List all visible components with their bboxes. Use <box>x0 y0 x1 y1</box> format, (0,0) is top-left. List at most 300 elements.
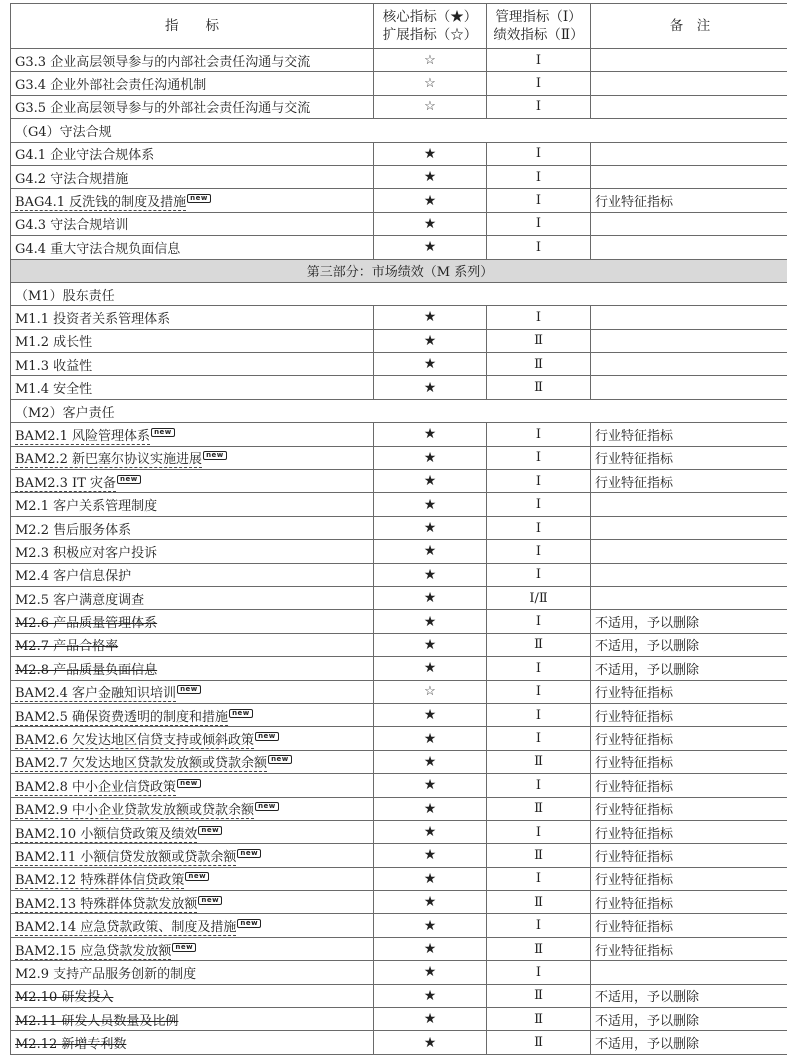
section-group-title: （G4）守法合规 <box>11 119 787 142</box>
core-star-icon <box>374 984 487 1007</box>
indicator-name-cell <box>11 516 374 539</box>
indicator-type-cell: Ⅰ <box>487 867 591 890</box>
remark-cell: 不适用，予以删除 <box>591 1008 787 1031</box>
table-row <box>11 914 787 937</box>
indicator-name-cell <box>11 680 374 703</box>
header-performance-label: 绩效指标（Ⅱ） <box>493 27 584 43</box>
indicator-name: BAM2.15 应急贷款发放额 <box>15 943 172 959</box>
indicator-name: BAM2.14 应急贷款政策、制度及措施 <box>15 920 237 936</box>
new-badge: new <box>185 872 209 881</box>
remark-cell <box>591 586 787 609</box>
core-star-icon <box>374 891 487 914</box>
indicator-level: ★ <box>423 613 437 630</box>
indicator-name: BAG4.1 反洗钱的制度及措施 <box>15 195 187 211</box>
core-star-icon <box>374 797 487 820</box>
extended-star-icon <box>374 95 487 118</box>
indicator-name-cell <box>11 95 374 118</box>
core-star-icon <box>374 844 487 867</box>
indicator-name: G3.5 企业高层领导参与的外部社会责任沟通与交流 <box>15 101 311 117</box>
indicator-type-cell: Ⅰ <box>487 423 591 446</box>
indicator-name-cell <box>11 750 374 773</box>
core-star-icon <box>374 937 487 960</box>
table-row <box>11 563 787 586</box>
remark-cell: 行业特征指标 <box>591 797 787 820</box>
indicator-name-cell <box>11 142 374 165</box>
extended-star-icon <box>374 680 487 703</box>
core-star-icon <box>374 1008 487 1031</box>
indicator-level: ★ <box>423 449 437 466</box>
indicator-type-cell: Ⅱ <box>487 984 591 1007</box>
indicator-type-cell: Ⅰ <box>487 95 591 118</box>
indicator-level: ★ <box>423 590 437 607</box>
remark-cell <box>591 563 787 586</box>
indicator-level: ★ <box>423 356 437 373</box>
indicator-type-cell: Ⅰ <box>487 540 591 563</box>
indicator-name-cell <box>11 563 374 586</box>
table-row <box>11 1031 787 1054</box>
table-row <box>11 844 787 867</box>
indicator-type-cell: Ⅰ <box>487 212 591 235</box>
indicator-name-cell <box>11 867 374 890</box>
indicator-name-cell <box>11 1008 374 1031</box>
indicator-type-cell: Ⅰ <box>487 470 591 493</box>
table-header <box>11 4 787 49</box>
indicator-level: ★ <box>423 730 437 747</box>
indicator-table <box>10 3 787 1055</box>
remark-cell: 不适用，予以删除 <box>591 984 787 1007</box>
table-row <box>11 633 787 656</box>
indicator-name-cell <box>11 329 374 352</box>
section-group-title: （M2）客户责任 <box>11 399 787 422</box>
indicator-name: BAM2.12 特殊群体信贷政策 <box>15 873 185 889</box>
indicator-name-cell <box>11 633 374 656</box>
section-group-row <box>11 399 787 422</box>
indicator-name-cell <box>11 540 374 563</box>
table-row <box>11 165 787 188</box>
table-row <box>11 961 787 984</box>
indicator-name: G3.3 企业高层领导参与的内部社会责任沟通与交流 <box>15 54 311 70</box>
new-badge: new <box>237 849 261 858</box>
section-group-row <box>11 282 787 305</box>
core-star-icon <box>374 353 487 376</box>
remark-cell: 行业特征指标 <box>591 774 787 797</box>
core-star-icon <box>374 727 487 750</box>
indicator-name: BAM2.10 小额信贷政策及绩效 <box>15 826 198 842</box>
indicator-name: G4.1 企业守法合规体系 <box>15 148 155 164</box>
indicator-type-cell: Ⅱ <box>487 844 591 867</box>
indicator-type-cell: Ⅰ <box>487 914 591 937</box>
indicator-name-cell <box>11 446 374 469</box>
section-part-title: 第三部分：市场绩效（M 系列） <box>11 259 787 282</box>
indicator-level: ★ <box>423 660 437 677</box>
remark-cell: 行业特征指标 <box>591 867 787 890</box>
indicator-name: BAM2.9 中小企业贷款发放额或贷款余额 <box>15 803 255 819</box>
indicator-type-cell: Ⅱ <box>487 1008 591 1031</box>
indicator-type-cell: Ⅰ <box>487 657 591 680</box>
indicator-name-cell <box>11 72 374 95</box>
table-row <box>11 329 787 352</box>
indicator-level: ★ <box>423 894 437 911</box>
section-part-row <box>11 259 787 282</box>
indicator-name: M2.12 新增专利数 <box>15 1037 127 1053</box>
indicator-name: BAM2.11 小额信贷发放额或贷款余额 <box>15 849 237 865</box>
new-badge: new <box>203 451 227 460</box>
indicator-name: BAM2.6 欠发达地区信贷支持或倾斜政策 <box>15 733 255 749</box>
remark-cell <box>591 165 787 188</box>
indicator-level: ☆ <box>424 76 436 92</box>
indicator-name: G3.4 企业外部社会责任沟通机制 <box>15 78 207 94</box>
core-star-icon <box>374 423 487 446</box>
core-star-icon <box>374 493 487 516</box>
indicator-name-cell <box>11 774 374 797</box>
indicator-name-cell <box>11 49 374 72</box>
new-badge: new <box>198 896 222 905</box>
table-body <box>11 49 787 1055</box>
remark-cell <box>591 353 787 376</box>
indicator-level: ★ <box>423 496 437 513</box>
indicator-name-cell <box>11 914 374 937</box>
core-star-icon <box>374 212 487 235</box>
table-row <box>11 446 787 469</box>
remark-cell <box>591 329 787 352</box>
remark-cell: 行业特征指标 <box>591 891 787 914</box>
table-row <box>11 937 787 960</box>
indicator-name: M2.3 积极应对客户投诉 <box>15 545 158 561</box>
table-row <box>11 1008 787 1031</box>
table-row <box>11 984 787 1007</box>
indicator-type-cell: Ⅰ <box>487 493 591 516</box>
indicator-name-cell <box>11 423 374 446</box>
core-star-icon <box>374 189 487 212</box>
indicator-name: M2.11 研发人员数量及比例 <box>15 1013 179 1029</box>
indicator-name-cell <box>11 353 374 376</box>
remark-cell: 行业特征指标 <box>591 727 787 750</box>
indicator-name: M2.8 产品质量负面信息 <box>15 662 158 678</box>
indicator-level: ★ <box>423 379 437 396</box>
indicator-name-cell <box>11 844 374 867</box>
indicator-name: BAM2.8 中小企业信贷政策 <box>15 779 177 795</box>
table-row <box>11 820 787 843</box>
remark-cell: 行业特征指标 <box>591 820 787 843</box>
table-row <box>11 680 787 703</box>
indicator-name: M2.5 客户满意度调查 <box>15 592 145 608</box>
indicator-type-cell: Ⅱ <box>487 891 591 914</box>
indicator-type-cell: Ⅰ <box>487 680 591 703</box>
core-star-icon <box>374 516 487 539</box>
remark-cell: 行业特征指标 <box>591 680 787 703</box>
header-management-performance <box>487 4 591 49</box>
indicator-type-cell: Ⅱ <box>487 353 591 376</box>
new-badge: new <box>229 709 253 718</box>
section-group-title: （M1）股东责任 <box>11 282 787 305</box>
indicator-name: BAM2.3 IT 灾备 <box>15 475 116 491</box>
header-core-label: 核心指标（★） <box>382 9 478 25</box>
core-star-icon <box>374 329 487 352</box>
table-row <box>11 703 787 726</box>
indicator-name-cell <box>11 1031 374 1054</box>
table-row <box>11 797 787 820</box>
indicator-name: M1.3 收益性 <box>15 358 93 374</box>
table-row <box>11 306 787 329</box>
table-row <box>11 867 787 890</box>
table-row <box>11 516 787 539</box>
indicator-level: ★ <box>423 941 437 958</box>
remark-cell: 行业特征指标 <box>591 844 787 867</box>
indicator-type-cell: Ⅱ <box>487 750 591 773</box>
indicator-name-cell <box>11 657 374 680</box>
remark-cell: 行业特征指标 <box>591 189 787 212</box>
new-badge: new <box>117 475 141 484</box>
indicator-level: ☆ <box>424 684 436 700</box>
indicator-name: M2.9 支持产品服务创新的制度 <box>15 966 197 982</box>
core-star-icon <box>374 867 487 890</box>
indicator-type-cell: Ⅰ <box>487 727 591 750</box>
core-star-icon <box>374 914 487 937</box>
core-star-icon <box>374 563 487 586</box>
indicator-name-cell <box>11 189 374 212</box>
indicator-type-cell: Ⅰ/Ⅱ <box>487 586 591 609</box>
table-row <box>11 774 787 797</box>
remark-cell: 不适用，予以删除 <box>591 657 787 680</box>
indicator-name: M2.7 产品合格率 <box>15 639 119 655</box>
table-row <box>11 540 787 563</box>
indicator-type-cell: Ⅰ <box>487 774 591 797</box>
indicator-name-cell <box>11 961 374 984</box>
remark-cell: 行业特征指标 <box>591 446 787 469</box>
indicator-name-cell <box>11 984 374 1007</box>
indicator-name-cell <box>11 891 374 914</box>
remark-cell <box>591 306 787 329</box>
indicator-type-cell: Ⅰ <box>487 961 591 984</box>
remark-cell <box>591 212 787 235</box>
core-star-icon <box>374 703 487 726</box>
indicator-level: ★ <box>423 824 437 841</box>
indicator-type-cell: Ⅱ <box>487 937 591 960</box>
indicator-level: ★ <box>423 169 437 186</box>
indicator-name: BAM2.7 欠发达地区贷款发放额或贷款余额 <box>15 756 268 772</box>
indicator-level: ★ <box>423 1034 437 1051</box>
indicator-level: ★ <box>423 426 437 443</box>
new-badge: new <box>237 919 261 928</box>
core-star-icon <box>374 657 487 680</box>
indicator-level: ★ <box>423 987 437 1004</box>
remark-cell <box>591 95 787 118</box>
indicator-level: ☆ <box>424 99 436 115</box>
indicator-name-cell <box>11 376 374 399</box>
indicator-level: ★ <box>423 636 437 653</box>
remark-cell <box>591 72 787 95</box>
indicator-type-cell: Ⅰ <box>487 563 591 586</box>
new-badge: new <box>255 802 279 811</box>
indicator-name: G4.2 守法合规措施 <box>15 171 129 187</box>
indicator-name-cell <box>11 797 374 820</box>
indicator-type-cell: Ⅰ <box>487 142 591 165</box>
indicator-type-cell: Ⅰ <box>487 236 591 259</box>
indicator-level: ★ <box>423 239 437 256</box>
core-star-icon <box>374 165 487 188</box>
extended-star-icon <box>374 49 487 72</box>
indicator-name: M2.10 研发投入 <box>15 990 114 1006</box>
indicator-name: M2.2 售后服务体系 <box>15 522 132 538</box>
table-row <box>11 189 787 212</box>
remark-cell: 行业特征指标 <box>591 914 787 937</box>
table-row <box>11 423 787 446</box>
core-star-icon <box>374 306 487 329</box>
remark-cell: 行业特征指标 <box>591 703 787 726</box>
indicator-type-cell: Ⅰ <box>487 446 591 469</box>
core-star-icon <box>374 470 487 493</box>
new-badge: new <box>268 755 292 764</box>
new-badge: new <box>177 685 201 694</box>
indicator-name: G4.4 重大守法合规负面信息 <box>15 241 181 257</box>
table-row <box>11 470 787 493</box>
indicator-type-cell: Ⅰ <box>487 165 591 188</box>
indicator-type-cell: Ⅰ <box>487 306 591 329</box>
indicator-type-cell: Ⅱ <box>487 797 591 820</box>
indicator-level: ★ <box>423 543 437 560</box>
indicator-level: ★ <box>423 870 437 887</box>
indicator-level: ★ <box>423 145 437 162</box>
indicator-name: BAM2.2 新巴塞尔协议实施进展 <box>15 452 203 468</box>
core-star-icon <box>374 750 487 773</box>
remark-cell: 行业特征指标 <box>591 470 787 493</box>
indicator-level: ★ <box>423 215 437 232</box>
table-row <box>11 376 787 399</box>
indicator-name-cell <box>11 165 374 188</box>
indicator-name: BAM2.13 特殊群体贷款发放额 <box>15 896 198 912</box>
core-star-icon <box>374 540 487 563</box>
indicator-level: ★ <box>423 309 437 326</box>
table-row <box>11 586 787 609</box>
remark-cell <box>591 142 787 165</box>
remark-cell <box>591 493 787 516</box>
indicator-name-cell <box>11 820 374 843</box>
indicator-type-cell: Ⅰ <box>487 703 591 726</box>
header-core-extended <box>374 4 487 49</box>
header-row <box>11 4 787 49</box>
new-badge: new <box>255 732 279 741</box>
new-badge: new <box>198 826 222 835</box>
indicator-name-cell <box>11 703 374 726</box>
indicator-type-cell: Ⅰ <box>487 189 591 212</box>
table-row <box>11 236 787 259</box>
table-row <box>11 353 787 376</box>
indicator-level: ★ <box>423 566 437 583</box>
table-row <box>11 212 787 235</box>
remark-cell: 行业特征指标 <box>591 937 787 960</box>
indicator-type-cell: Ⅱ <box>487 1031 591 1054</box>
remark-cell <box>591 516 787 539</box>
indicator-name-cell <box>11 610 374 633</box>
indicator-type-cell: Ⅰ <box>487 49 591 72</box>
core-star-icon <box>374 446 487 469</box>
indicator-level: ★ <box>423 707 437 724</box>
header-management-label: 管理指标（Ⅰ） <box>495 9 582 25</box>
remark-cell: 不适用，予以删除 <box>591 633 787 656</box>
indicator-name-cell <box>11 493 374 516</box>
core-star-icon <box>374 376 487 399</box>
table-row <box>11 657 787 680</box>
remark-cell <box>591 236 787 259</box>
core-star-icon <box>374 142 487 165</box>
indicator-name: BAM2.1 风险管理体系 <box>15 428 151 444</box>
indicator-type-cell: Ⅰ <box>487 610 591 633</box>
indicator-level: ★ <box>423 473 437 490</box>
indicator-name-cell <box>11 937 374 960</box>
core-star-icon <box>374 1031 487 1054</box>
core-star-icon <box>374 610 487 633</box>
indicator-name: BAM2.4 客户金融知识培训 <box>15 686 177 702</box>
indicator-level: ★ <box>423 1011 437 1028</box>
indicator-level: ★ <box>423 917 437 934</box>
table-row <box>11 610 787 633</box>
table-row <box>11 891 787 914</box>
header-extended-label: 扩展指标（☆） <box>382 27 478 43</box>
table-row <box>11 72 787 95</box>
indicator-type-cell: Ⅱ <box>487 329 591 352</box>
indicator-name: M2.4 客户信息保护 <box>15 569 132 585</box>
core-star-icon <box>374 586 487 609</box>
remark-cell <box>591 961 787 984</box>
indicator-type-cell: Ⅱ <box>487 376 591 399</box>
indicator-name: M1.2 成长性 <box>15 335 93 351</box>
indicator-name-cell <box>11 306 374 329</box>
new-badge: new <box>187 194 211 203</box>
indicator-name: M2.1 客户关系管理制度 <box>15 499 158 515</box>
indicator-type-cell: Ⅰ <box>487 72 591 95</box>
remark-cell: 不适用，予以删除 <box>591 1031 787 1054</box>
indicator-type-cell: Ⅰ <box>487 516 591 539</box>
remark-cell <box>591 540 787 563</box>
indicator-name: BAM2.5 确保资费透明的制度和措施 <box>15 709 229 725</box>
new-badge: new <box>151 428 175 437</box>
table-row <box>11 142 787 165</box>
new-badge: new <box>177 779 201 788</box>
indicator-level: ★ <box>423 847 437 864</box>
remark-cell <box>591 49 787 72</box>
header-remarks: 备 注 <box>591 4 787 49</box>
core-star-icon <box>374 961 487 984</box>
remark-cell: 不适用，予以删除 <box>591 610 787 633</box>
indicator-level: ★ <box>423 777 437 794</box>
indicator-type-cell: Ⅱ <box>487 633 591 656</box>
core-star-icon <box>374 236 487 259</box>
indicator-level: ★ <box>423 964 437 981</box>
indicator-level: ★ <box>423 800 437 817</box>
table-row <box>11 750 787 773</box>
extended-star-icon <box>374 72 487 95</box>
indicator-name-cell <box>11 212 374 235</box>
header-indicator: 指 标 <box>11 4 374 49</box>
new-badge: new <box>172 943 196 952</box>
indicator-level: ★ <box>423 332 437 349</box>
indicator-level: ☆ <box>424 52 436 68</box>
core-star-icon <box>374 633 487 656</box>
indicator-level: ★ <box>423 753 437 770</box>
section-group-row <box>11 119 787 142</box>
remark-cell: 行业特征指标 <box>591 750 787 773</box>
core-star-icon <box>374 774 487 797</box>
indicator-name: M1.1 投资者关系管理体系 <box>15 311 171 327</box>
core-star-icon <box>374 820 487 843</box>
indicator-name-cell <box>11 586 374 609</box>
table-row <box>11 493 787 516</box>
indicator-name-cell <box>11 236 374 259</box>
indicator-name: G4.3 守法合规培训 <box>15 218 129 234</box>
remark-cell: 行业特征指标 <box>591 423 787 446</box>
table-row <box>11 95 787 118</box>
remark-cell <box>591 376 787 399</box>
